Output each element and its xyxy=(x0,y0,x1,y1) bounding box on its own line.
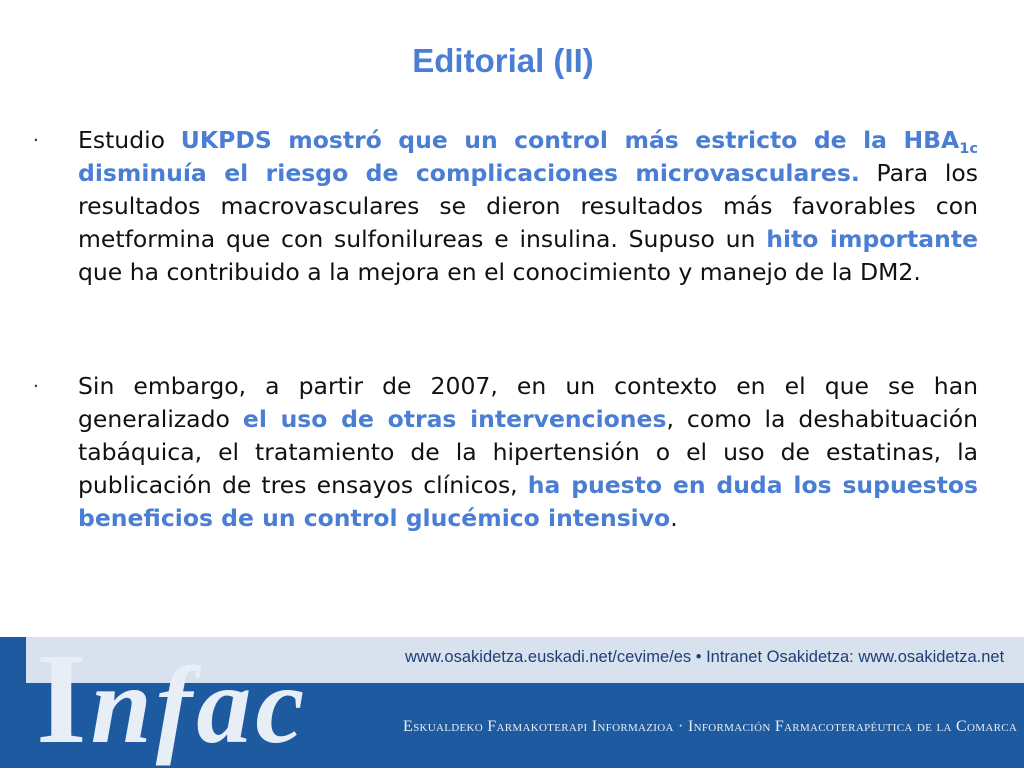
bullet-marker: · xyxy=(33,376,39,397)
footer-url-text: www.osakidetza.euskadi.net/cevime/es • Intranet Osakidetza: www.osakidetza.net xyxy=(405,648,1005,666)
text-segment: . xyxy=(670,504,678,532)
slide-title: Editorial (II) xyxy=(412,42,594,79)
bullet-item-1 xyxy=(33,124,978,289)
highlight-segment: disminuía el riesgo de complicaciones microvasculares. xyxy=(78,159,860,187)
bullet-text xyxy=(78,370,978,535)
bullet-marker: · xyxy=(33,130,39,151)
highlight-segment: UKPDS mostró que un control más estricto de la HBA xyxy=(180,126,960,154)
highlight-segment: ha puesto en duda los supuestos beneficios de un control glucémico intensivo xyxy=(78,471,978,532)
bullet-item-2 xyxy=(33,370,978,535)
text-segment: , como la deshabituación tabáquica, el tratamiento de la hipertensión o el uso de estatinas, la publicación de tres ensayos clínicos, xyxy=(78,405,978,499)
footer-banner xyxy=(0,627,1024,771)
logo-rest: nfac xyxy=(90,644,309,766)
text-segment: Para los resultados macrovasculares se dieron resultados más favorables con metformina que con sulfonilureas e insulina. Supuso un xyxy=(78,159,978,253)
text-segment: Sin embargo, a partir de 2007, en un contexto en el que se han generalizado xyxy=(78,372,978,433)
text-segment: Estudio xyxy=(78,126,181,154)
bullet-text xyxy=(78,124,978,289)
subscript-segment: 1c xyxy=(959,140,978,158)
highlight-segment: hito importante xyxy=(766,225,979,253)
highlight-segment: el uso de otras intervenciones xyxy=(242,405,667,433)
footer-caption: Eskualdeko Farmakoterapi Informazioa · Información Farmacoterapéutica de la Comarca xyxy=(403,718,1018,735)
footer-band-accent xyxy=(0,637,26,683)
logo-initial: I xyxy=(36,627,91,771)
text-segment: que ha contribuido a la mejora en el conocimiento y manejo de la DM2. xyxy=(78,258,921,286)
infac-logo xyxy=(36,627,309,771)
